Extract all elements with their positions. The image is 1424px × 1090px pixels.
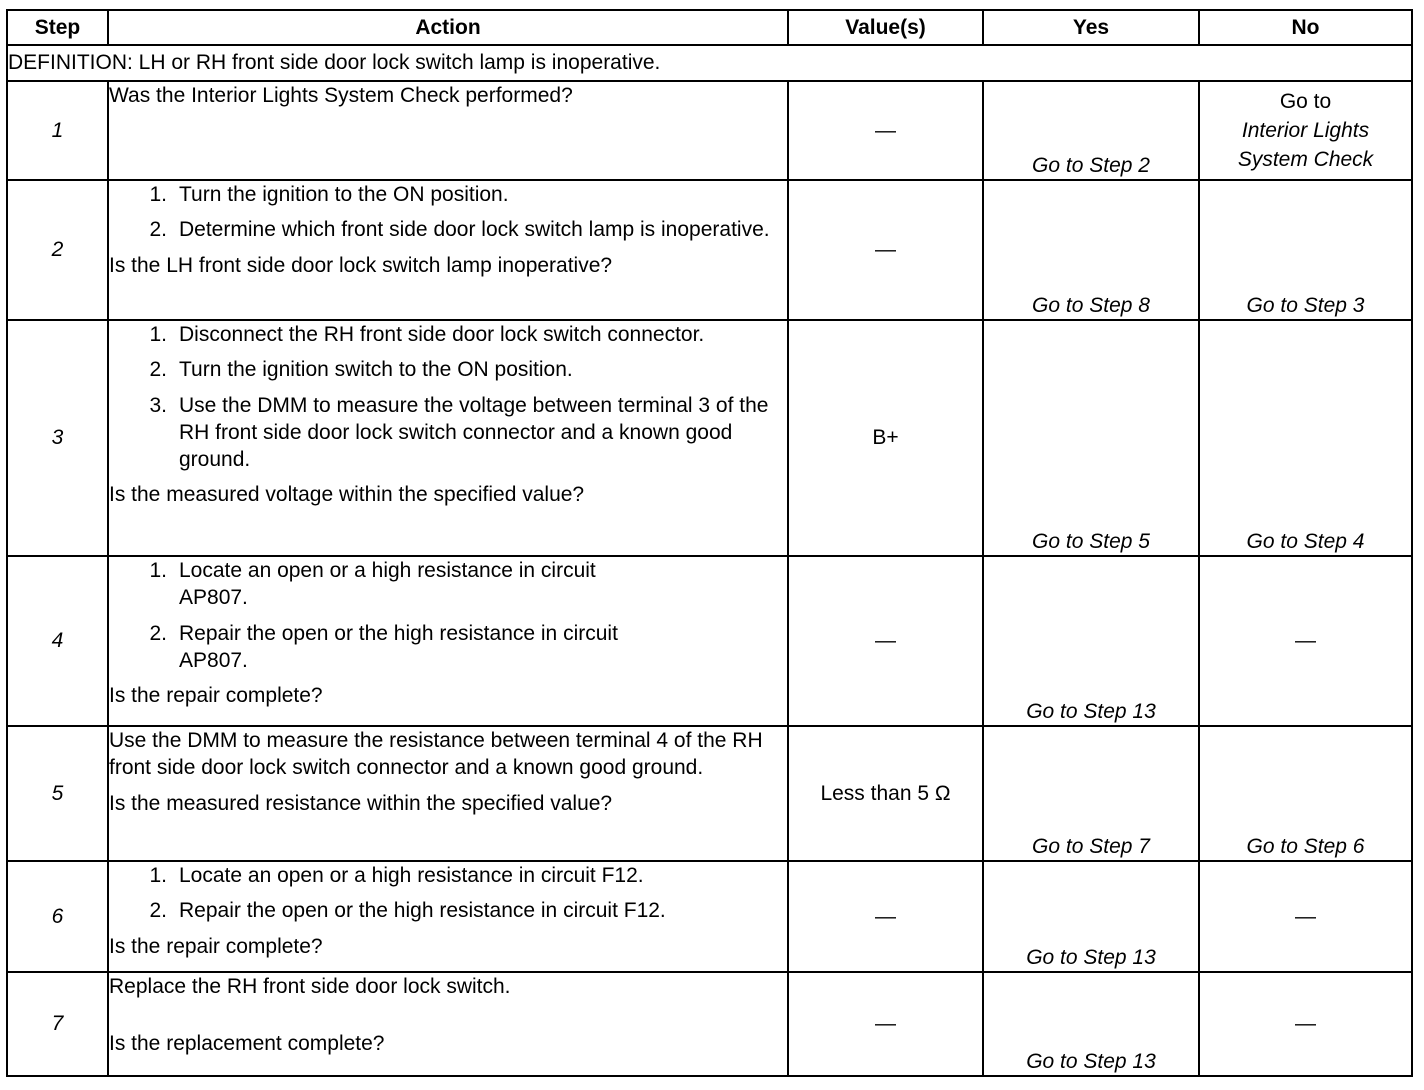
- step-number: 5: [7, 726, 108, 861]
- action-item: [109, 392, 787, 474]
- no-cell: Go to Step 3: [1199, 180, 1412, 320]
- spacer: [109, 1000, 787, 1028]
- item-text: Disconnect the RH front side door lock switch connector.: [179, 322, 705, 346]
- value-cell: —: [788, 972, 983, 1076]
- yes-cell: Go to Step 13: [983, 861, 1199, 972]
- action-cell: [108, 972, 788, 1076]
- no-cell: Go to Step 6: [1199, 726, 1412, 861]
- step-number: 1: [7, 81, 108, 180]
- table-row: [7, 556, 1412, 726]
- definition-row: [7, 45, 1412, 81]
- item-number: 1.: [149, 863, 167, 887]
- value-cell: B+: [788, 320, 983, 556]
- action-text: Replace the RH front side door lock switch.: [109, 974, 511, 998]
- action-text: Was the Interior Lights System Check performed?: [109, 84, 573, 107]
- header-row: [7, 10, 1412, 45]
- no-cell: Go to Step 4: [1199, 320, 1412, 556]
- action-question: Is the measured voltage within the specified value?: [109, 483, 585, 507]
- item-text: Repair the open or the high resistance in circuit F12.: [179, 899, 666, 923]
- yes-cell: Go to Step 5: [983, 320, 1199, 556]
- no-cell: —: [1199, 972, 1412, 1076]
- action-cell: [108, 861, 788, 972]
- item-text: Locate an open or a high resistance in circuit F12.: [179, 863, 644, 887]
- header-step: Step: [7, 10, 108, 45]
- action-text: Use the DMM to measure the resistance between terminal 4 of the RH front side door lock switch connector and a known good ground.: [109, 728, 763, 780]
- action-cell: [108, 180, 788, 320]
- yes-cell: Go to Step 13: [983, 556, 1199, 726]
- action-question: Is the replacement complete?: [109, 1032, 385, 1056]
- action-cell: [108, 726, 788, 861]
- step-number: 7: [7, 972, 108, 1076]
- action-item: [109, 897, 787, 924]
- table-row: [7, 180, 1412, 320]
- action-list: [109, 557, 787, 674]
- item-number: 2.: [149, 899, 167, 923]
- table-row: [7, 320, 1412, 556]
- no-goto-label: Go to: [1279, 90, 1332, 113]
- step-number: 2: [7, 180, 108, 320]
- item-number: 1.: [149, 182, 167, 206]
- header-values: Value(s): [788, 10, 983, 45]
- step-number: 6: [7, 861, 108, 972]
- table-row: [7, 972, 1412, 1076]
- action-cell: [108, 320, 788, 556]
- item-number: 1.: [149, 558, 167, 582]
- action-list: [109, 181, 787, 244]
- action-item: [109, 321, 787, 348]
- item-number: 3.: [149, 393, 167, 417]
- item-text: Locate an open or a high resistance in circuit AP807.: [179, 558, 596, 610]
- action-list: [109, 862, 787, 925]
- step-number: 4: [7, 556, 108, 726]
- action-cell: [108, 556, 788, 726]
- value-cell: —: [788, 180, 983, 320]
- header-no: No: [1199, 10, 1412, 45]
- item-number: 2.: [149, 621, 167, 645]
- item-text: Turn the ignition to the ON position.: [179, 182, 509, 206]
- action-item: [109, 862, 787, 889]
- item-number: 2.: [149, 218, 167, 242]
- item-text: Turn the ignition switch to the ON position.: [179, 358, 573, 382]
- action-item: [109, 216, 787, 243]
- no-cell: —: [1199, 556, 1412, 726]
- diagnostic-table: [6, 9, 1413, 1077]
- item-number: 2.: [149, 358, 167, 382]
- action-question: Is the LH front side door lock switch lamp inoperative?: [109, 253, 613, 277]
- table-row: [7, 726, 1412, 861]
- yes-cell: Go to Step 8: [983, 180, 1199, 320]
- no-cell: —: [1199, 861, 1412, 972]
- action-question: Is the repair complete?: [109, 684, 323, 708]
- action-question: Is the repair complete?: [109, 934, 323, 958]
- no-goto-target: System Check: [1237, 147, 1374, 171]
- step-number: 3: [7, 320, 108, 556]
- header-yes: Yes: [983, 10, 1199, 45]
- table-row: [7, 861, 1412, 972]
- definition-text: DEFINITION: LH or RH front side door lock switch lamp is inoperative.: [7, 45, 1412, 81]
- action-item: [109, 620, 787, 675]
- table-row: [7, 81, 1412, 180]
- item-text: Determine which front side door lock switch lamp is inoperative.: [179, 218, 770, 242]
- item-text: Repair the open or the high resistance in circuit AP807.: [179, 621, 618, 672]
- action-list: [109, 321, 787, 473]
- yes-cell: Go to Step 7: [983, 726, 1199, 861]
- no-goto-target: Interior Lights: [1241, 118, 1370, 142]
- item-text: Use the DMM to measure the voltage between terminal 3 of the RH front side door lock switch connector and a known good ground.: [179, 393, 769, 472]
- item-number: 1.: [149, 322, 167, 346]
- action-item: [109, 181, 787, 208]
- action-question: Is the measured resistance within the specified value?: [109, 791, 613, 815]
- header-action: Action: [108, 10, 788, 45]
- action-item: [109, 356, 787, 383]
- value-cell: —: [788, 556, 983, 726]
- value-cell: —: [788, 861, 983, 972]
- action-item: [109, 557, 787, 612]
- yes-cell: Go to Step 13: [983, 972, 1199, 1076]
- yes-cell: Go to Step 2: [983, 81, 1199, 180]
- action-cell: [108, 81, 788, 180]
- no-cell: [1199, 81, 1412, 180]
- value-cell: Less than 5 Ω: [788, 726, 983, 861]
- value-cell: —: [788, 81, 983, 180]
